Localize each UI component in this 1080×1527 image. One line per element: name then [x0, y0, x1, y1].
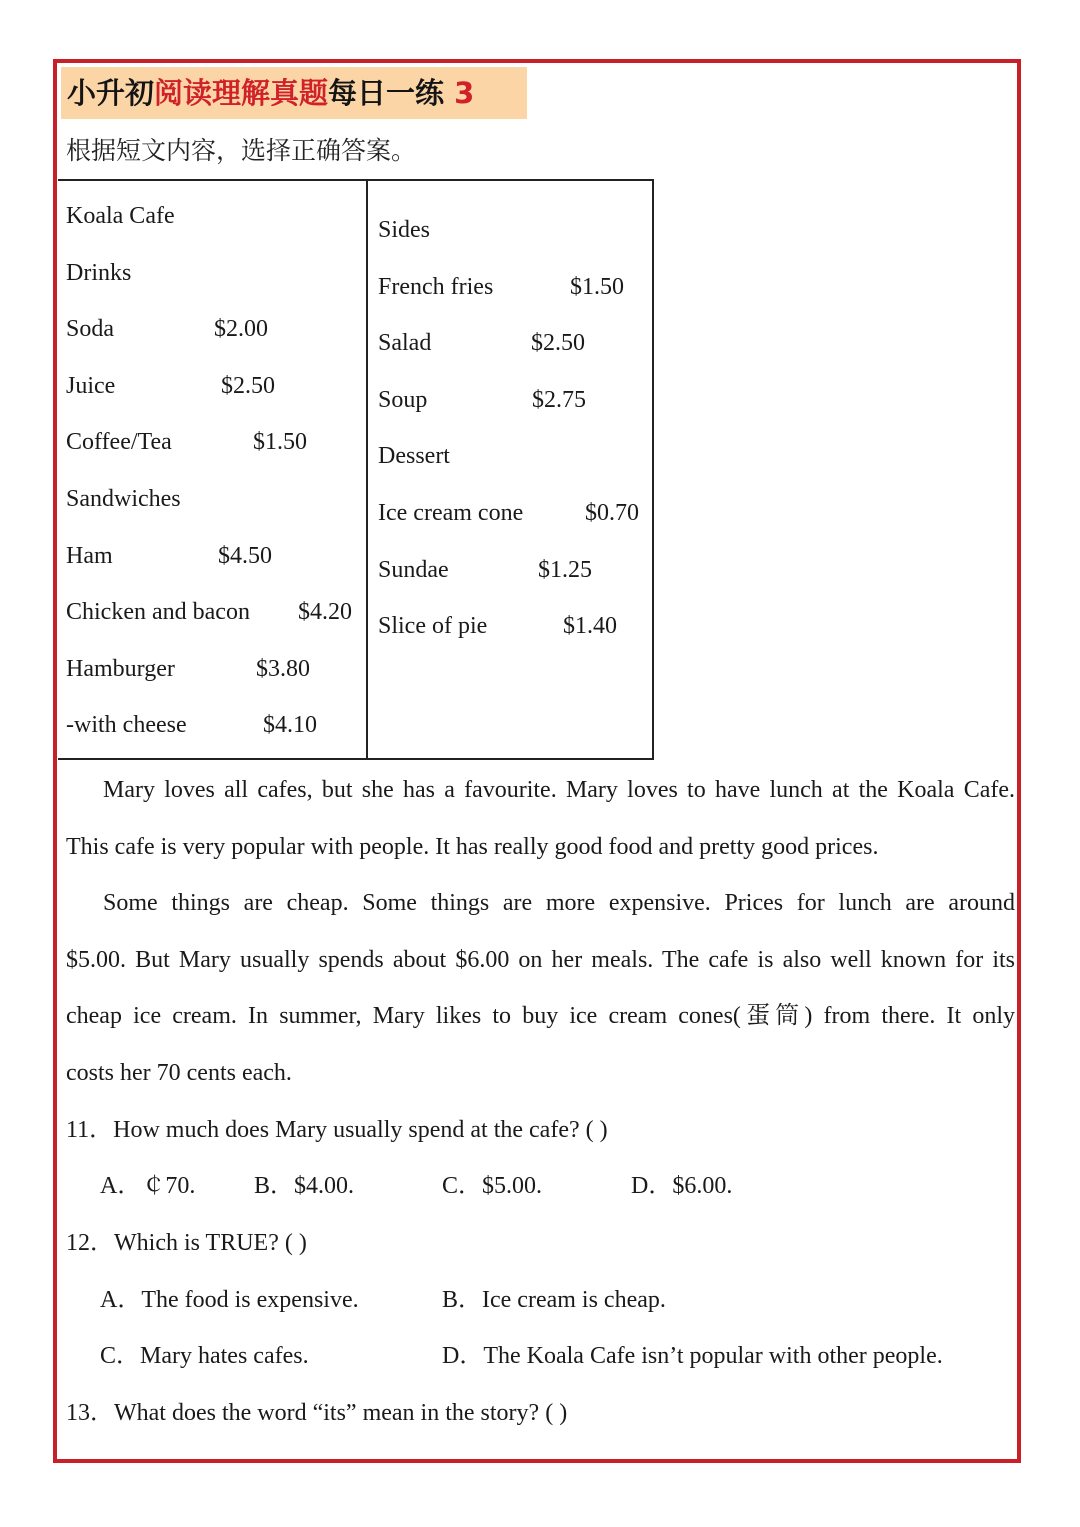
menu-item-price: $2.50 [531, 330, 585, 356]
menu-cafe-name: Koala Cafe [66, 203, 175, 229]
question-11-option-b[interactable]: B．$4.00. [254, 1173, 355, 1199]
title-part-3: 每日一练 [328, 76, 445, 110]
question-11-option-c[interactable]: C．$5.00. [442, 1173, 543, 1199]
menu-item-price: $4.10 [263, 712, 317, 738]
menu-item-name: Ham [66, 543, 113, 569]
passage-line: $5.00. But Mary usually spends about $6.00 on her meals. The cafe is also well known for its [66, 947, 1015, 973]
menu-item-name: Soda [66, 316, 114, 342]
title-part-2: 阅读理解真题 [154, 76, 329, 110]
question-12-option-c[interactable]: C．Mary hates cafes. [100, 1343, 309, 1369]
menu-item-price: $0.70 [585, 500, 639, 526]
menu-item-name: Ice cream cone [378, 500, 524, 526]
title-part-1: 小升初 [67, 76, 155, 110]
menu-item-name: Soup [378, 387, 428, 413]
menu-item-price: $2.75 [532, 387, 586, 413]
page-title [61, 67, 527, 119]
passage-line: costs her 70 cents each. [66, 1060, 292, 1086]
title-number: 3 [454, 76, 475, 110]
instruction-text: 根据短文内容，选择正确答案。 [66, 136, 417, 165]
menu-item-name: Chicken and bacon [66, 599, 250, 625]
menu-item-price: $2.00 [214, 316, 268, 342]
question-11-option-d[interactable]: D．$6.00. [631, 1173, 733, 1199]
menu-section-dessert: Dessert [378, 443, 450, 469]
menu-item-name: Hamburger [66, 656, 175, 682]
passage-line: Mary loves all cafes, but she has a favourite. Mary loves to have lunch at the Koala Cafe. [103, 777, 1015, 803]
question-12-stem: 12．Which is TRUE? ( ) [66, 1230, 307, 1256]
menu-section-sides: Sides [378, 217, 431, 243]
menu-item-name: Sundae [378, 557, 449, 583]
menu-item-price: $4.50 [218, 543, 272, 569]
passage-line: This cafe is very popular with people. It has really good food and pretty good prices. [66, 834, 879, 860]
menu-item-price: $3.80 [256, 656, 310, 682]
menu-section-drinks: Drinks [66, 260, 132, 286]
menu-item-name: Slice of pie [378, 613, 488, 639]
menu-item-name: Salad [378, 330, 432, 356]
menu-item-price: $1.50 [570, 274, 624, 300]
menu-item-price: $1.40 [563, 613, 617, 639]
menu-item-price: $1.25 [538, 557, 592, 583]
question-11-stem: 11．How much does Mary usually spend at the cafe? ( ) [66, 1117, 608, 1143]
question-13-stem: 13．What does the word “its” mean in the story? ( ) [66, 1400, 568, 1426]
menu-item-price: $2.50 [221, 373, 275, 399]
menu-section-sandwiches: Sandwiches [66, 486, 181, 512]
question-12-option-a[interactable]: A．The food is expensive. [100, 1287, 359, 1313]
passage-line: cheap ice cream. In summer, Mary likes to buy ice cream cones(蛋筒) from there. It only [66, 1003, 1015, 1029]
menu-item-name: French fries [378, 274, 494, 300]
question-11-option-a[interactable]: A．￠70. [100, 1173, 196, 1199]
menu-item-price: $4.20 [298, 599, 352, 625]
menu-column-divider [366, 179, 368, 760]
menu-item-name: Juice [66, 373, 116, 399]
question-12-option-b[interactable]: B．Ice cream is cheap. [442, 1287, 666, 1313]
question-12-option-d[interactable]: D．The Koala Cafe isn’t popular with other people. [442, 1343, 943, 1369]
menu-item-name: Coffee/Tea [66, 429, 172, 455]
menu-item-price: $1.50 [253, 429, 307, 455]
menu-item-name: -with cheese [66, 712, 187, 738]
passage-line: Some things are cheap. Some things are more expensive. Prices for lunch are around [103, 890, 1015, 916]
